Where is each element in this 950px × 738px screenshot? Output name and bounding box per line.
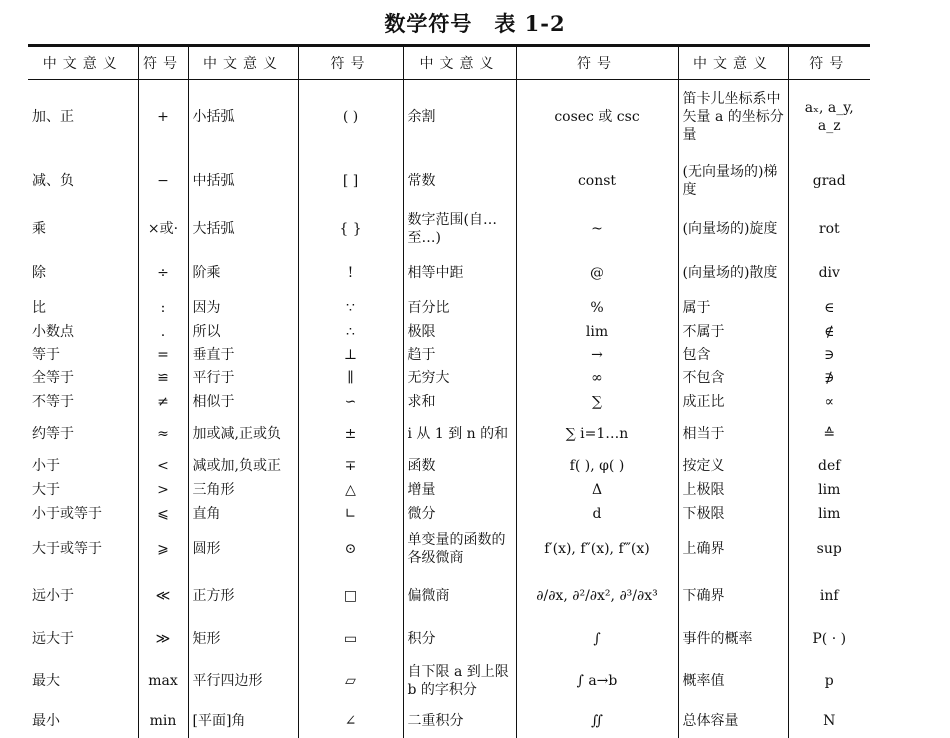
table-row — [28, 390, 870, 414]
cell-meaning-3: 百分比 — [403, 296, 516, 320]
table-row — [28, 572, 870, 620]
table-row — [28, 154, 870, 208]
cell-symbol-4: def — [788, 454, 870, 478]
cell-meaning-3: 相等中距 — [403, 250, 516, 296]
cell-meaning-1: 约等于 — [32, 425, 74, 442]
cell-meaning-2: 所以 — [188, 320, 298, 344]
table-row — [28, 454, 870, 478]
cell-symbol-3: ∑ — [516, 390, 678, 414]
cell-symbol-4: ∈ — [788, 296, 870, 320]
cell-symbol-4: P( · ) — [788, 620, 870, 658]
cell-symbol-4: rot — [788, 208, 870, 250]
cell-symbol-2: ∽ — [298, 390, 403, 414]
cell-symbol-3: ∂/∂x, ∂²/∂x², ∂³/∂x³ — [516, 572, 678, 620]
cell-symbol-2: △ — [298, 478, 403, 502]
cell-symbol-2: □ — [298, 572, 403, 620]
cell-symbol-1: + — [138, 80, 188, 154]
cell-symbol-1: ≫ — [138, 620, 188, 658]
cell-symbol-4: p — [788, 658, 870, 704]
cell-symbol-4: N — [788, 704, 870, 738]
header-symbol-1: 符号 — [138, 46, 188, 80]
cell-meaning-4: 不属于 — [678, 320, 788, 344]
cell-meaning-2: 减或加,负或正 — [188, 454, 298, 478]
cell-meaning-3: 积分 — [403, 620, 516, 658]
cell-meaning-1: 小于 — [32, 457, 60, 474]
cell-symbol-3: @ — [516, 250, 678, 296]
cell-meaning-4: 下极限 — [678, 502, 788, 526]
cell-symbol-1: max — [138, 658, 188, 704]
cell-symbol-2: ( ) — [298, 80, 403, 154]
cell-symbol-1: ≌ — [138, 367, 188, 390]
cell-meaning-1: 小于或等于 — [32, 505, 102, 522]
cell-meaning-4: 成正比 — [678, 390, 788, 414]
cell-symbol-2: ▭ — [298, 620, 403, 658]
cell-symbol-2: { } — [298, 208, 403, 250]
cell-symbol-4: ∉ — [788, 320, 870, 344]
cell-symbol-3: → — [516, 344, 678, 367]
table-row — [28, 296, 870, 320]
cell-symbol-4: div — [788, 250, 870, 296]
cell-meaning-2: 直角 — [188, 502, 298, 526]
cell-meaning-4: 包含 — [678, 344, 788, 367]
cell-symbol-2: [ ] — [298, 154, 403, 208]
cell-symbol-2: ⊙ — [298, 526, 403, 572]
cell-symbol-3: ∞ — [516, 367, 678, 390]
cell-symbol-2: ∥ — [298, 367, 403, 390]
table-row — [28, 620, 870, 658]
header-symbol-2: 符号 — [298, 46, 403, 80]
cell-meaning-2: 垂直于 — [188, 344, 298, 367]
cell-symbol-2: ∠ — [298, 704, 403, 738]
header-symbol-3: 符号 — [516, 46, 678, 80]
cell-symbol-2: ∵ — [298, 296, 403, 320]
cell-symbol-1: − — [138, 154, 188, 208]
cell-meaning-1: 加、正 — [32, 108, 74, 125]
cell-meaning-3: 微分 — [403, 502, 516, 526]
table-row — [28, 526, 870, 572]
header-meaning-4: 中文意义 — [678, 46, 788, 80]
cell-meaning-3: 增量 — [403, 478, 516, 502]
cell-meaning-3: 极限 — [403, 320, 516, 344]
cell-meaning-3: 趋于 — [403, 344, 516, 367]
cell-symbol-4: grad — [788, 154, 870, 208]
table-body — [28, 80, 870, 738]
header-row — [28, 46, 870, 80]
cell-symbol-3: ∑ i=1…n — [516, 414, 678, 454]
cell-meaning-1: 远小于 — [32, 587, 74, 604]
cell-meaning-1: 减、负 — [32, 172, 74, 189]
table-row — [28, 80, 870, 154]
table-row — [28, 502, 870, 526]
cell-symbol-1: = — [138, 344, 188, 367]
cell-meaning-4: 上极限 — [678, 478, 788, 502]
cell-meaning-1: 远大于 — [32, 630, 74, 647]
cell-symbol-3: f( ), φ( ) — [516, 454, 678, 478]
cell-meaning-3: 无穷大 — [403, 367, 516, 390]
table-row — [28, 658, 870, 704]
cell-meaning-3: 函数 — [403, 454, 516, 478]
cell-meaning-4: 事件的概率 — [678, 620, 788, 658]
cell-symbol-4: inf — [788, 572, 870, 620]
cell-meaning-4: (无向量场的)梯度 — [678, 154, 788, 208]
cell-symbol-1: ÷ — [138, 250, 188, 296]
cell-symbol-2: ∟ — [298, 502, 403, 526]
cell-symbol-1: min — [138, 704, 188, 738]
cell-meaning-2: 加或减,正或负 — [188, 414, 298, 454]
cell-meaning-2: 因为 — [188, 296, 298, 320]
cell-meaning-1: 大于或等于 — [32, 540, 102, 557]
cell-symbol-3: Δ — [516, 478, 678, 502]
cell-meaning-4: 概率值 — [678, 658, 788, 704]
cell-meaning-2: 圆形 — [188, 526, 298, 572]
cell-symbol-2: ⊥ — [298, 344, 403, 367]
cell-meaning-2: 矩形 — [188, 620, 298, 658]
cell-meaning-3: 求和 — [403, 390, 516, 414]
cell-symbol-3: const — [516, 154, 678, 208]
cell-meaning-3: 偏微商 — [403, 572, 516, 620]
cell-meaning-3: 单变量的函数的各级微商 — [403, 526, 516, 572]
header-meaning-2: 中文意义 — [188, 46, 298, 80]
cell-symbol-3: f′(x), f″(x), f‴(x) — [516, 526, 678, 572]
cell-symbol-2: ▱ — [298, 658, 403, 704]
cell-meaning-3: 自下限 a 到上限 b 的字积分 — [403, 658, 516, 704]
cell-symbol-4: lim — [788, 502, 870, 526]
cell-meaning-3: 余割 — [403, 80, 516, 154]
cell-meaning-2: 平行于 — [188, 367, 298, 390]
cell-meaning-1: 最小 — [32, 712, 60, 729]
cell-meaning-3: 常数 — [403, 154, 516, 208]
cell-meaning-4: 上确界 — [678, 526, 788, 572]
cell-meaning-1: 不等于 — [32, 393, 74, 410]
header-symbol-4: 符号 — [788, 46, 870, 80]
cell-symbol-1: > — [138, 478, 188, 502]
cell-meaning-4: 笛卡儿坐标系中矢量 a 的坐标分量 — [678, 80, 788, 154]
cell-meaning-2: 平行四边形 — [188, 658, 298, 704]
cell-symbol-3: % — [516, 296, 678, 320]
cell-meaning-2: 小括弧 — [188, 80, 298, 154]
cell-meaning-1: 全等于 — [32, 370, 74, 386]
cell-symbol-2: ∓ — [298, 454, 403, 478]
cell-symbol-1: ⩾ — [138, 526, 188, 572]
cell-symbol-1: ≠ — [138, 390, 188, 414]
cell-meaning-2: 中括弧 — [188, 154, 298, 208]
cell-symbol-4: sup — [788, 526, 870, 572]
cell-meaning-1: 比 — [32, 299, 46, 316]
table-row — [28, 478, 870, 502]
table-row — [28, 320, 870, 344]
cell-symbol-3: lim — [516, 320, 678, 344]
header-meaning-3: 中文意义 — [403, 46, 516, 80]
cell-symbol-3: ∫ — [516, 620, 678, 658]
cell-symbol-3: ~ — [516, 208, 678, 250]
cell-symbol-2: ! — [298, 250, 403, 296]
cell-meaning-1: 乘 — [32, 220, 46, 237]
cell-meaning-1: 最大 — [32, 672, 60, 689]
cell-symbol-4: ∌ — [788, 367, 870, 390]
cell-symbol-4: ∝ — [788, 390, 870, 414]
cell-meaning-4: 属于 — [678, 296, 788, 320]
cell-symbol-1: . — [138, 320, 188, 344]
cell-meaning-3: 数字范围(自…至…) — [403, 208, 516, 250]
cell-meaning-2: 阶乘 — [188, 250, 298, 296]
cell-meaning-4: 不包含 — [678, 367, 788, 390]
cell-meaning-4: 下确界 — [678, 572, 788, 620]
header-meaning-1: 中文意义 — [42, 56, 123, 72]
cell-meaning-1: 等于 — [32, 347, 60, 363]
cell-meaning-1: 小数点 — [32, 323, 74, 340]
cell-symbol-1: ≈ — [138, 414, 188, 454]
cell-meaning-1: 大于 — [32, 481, 60, 498]
cell-symbol-1: ×或· — [138, 208, 188, 250]
cell-symbol-4: ≙ — [788, 414, 870, 454]
cell-symbol-3: ∫ a→b — [516, 658, 678, 704]
cell-symbol-2: ∴ — [298, 320, 403, 344]
cell-meaning-2: [平面]角 — [188, 704, 298, 738]
cell-symbol-3: cosec 或 csc — [516, 80, 678, 154]
cell-symbol-1: < — [138, 454, 188, 478]
math-symbols-table — [28, 44, 870, 738]
table-row — [28, 344, 870, 367]
cell-meaning-4: 相当于 — [678, 414, 788, 454]
table-row — [28, 367, 870, 390]
cell-meaning-2: 三角形 — [188, 478, 298, 502]
cell-meaning-4: (向量场的)散度 — [678, 250, 788, 296]
cell-meaning-4: 按定义 — [678, 454, 788, 478]
cell-symbol-1: ≪ — [138, 572, 188, 620]
table-row — [28, 704, 870, 738]
cell-symbol-1: : — [138, 296, 188, 320]
cell-symbol-4: lim — [788, 478, 870, 502]
table-row — [28, 250, 870, 296]
cell-meaning-1: 除 — [32, 264, 46, 281]
table-row — [28, 208, 870, 250]
table-row — [28, 414, 870, 454]
cell-symbol-4: aₓ, a_y, a_z — [788, 80, 870, 154]
cell-symbol-2: ± — [298, 414, 403, 454]
cell-symbol-3: d — [516, 502, 678, 526]
cell-meaning-3: 二重积分 — [403, 704, 516, 738]
cell-meaning-4: 总体容量 — [678, 704, 788, 738]
cell-meaning-2: 大括弧 — [188, 208, 298, 250]
cell-symbol-3: ∬ — [516, 704, 678, 738]
cell-symbol-1: ⩽ — [138, 502, 188, 526]
table-title: 数学符号 表 1-2 — [384, 11, 566, 36]
cell-symbol-4: ∋ — [788, 344, 870, 367]
cell-meaning-2: 相似于 — [188, 390, 298, 414]
cell-meaning-3: i 从 1 到 n 的和 — [403, 414, 516, 454]
cell-meaning-2: 正方形 — [188, 572, 298, 620]
cell-meaning-4: (向量场的)旋度 — [678, 208, 788, 250]
